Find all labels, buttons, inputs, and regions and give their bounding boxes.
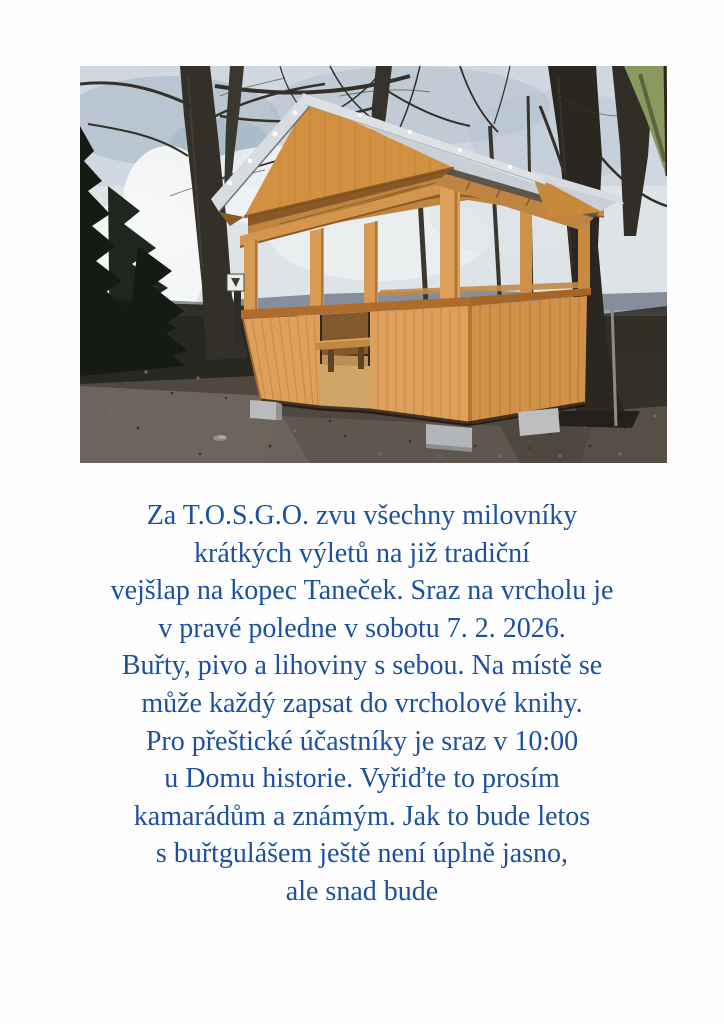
announcement-line: kamarádům a známým. Jak to bude letos: [133, 800, 591, 832]
announcement-line: v pravé poledne v sobotu 7. 2. 2026.: [158, 612, 566, 644]
announcement-line: vejšlap na kopec Taneček. Sraz na vrcholu je: [110, 575, 614, 607]
announcement-line: krátkých výletů na již tradiční: [194, 537, 530, 569]
announcement-line: u Domu historie. Vyřiďte to prosím: [164, 763, 560, 795]
announcement-line: ale snad bude: [285, 875, 439, 907]
announcement-line: Pro přeštické účastníky je sraz v 10:00: [145, 725, 579, 757]
gazebo-doorway: [316, 312, 374, 411]
announcement-line: Za T.O.S.G.O. zvu všechny milovníky: [146, 500, 578, 531]
gazebo-photo: [80, 66, 667, 463]
announcement-line: Buřty, pivo a lihoviny s sebou. Na místě se: [121, 650, 603, 682]
announcement-line: s buřtgulášem ještě není úplně jasno,: [155, 838, 569, 870]
gazebo-photo-illustration: [80, 66, 667, 463]
announcement-text: [0, 497, 724, 911]
announcement-line: může každý zapsat do vrcholové knihy.: [141, 687, 583, 719]
